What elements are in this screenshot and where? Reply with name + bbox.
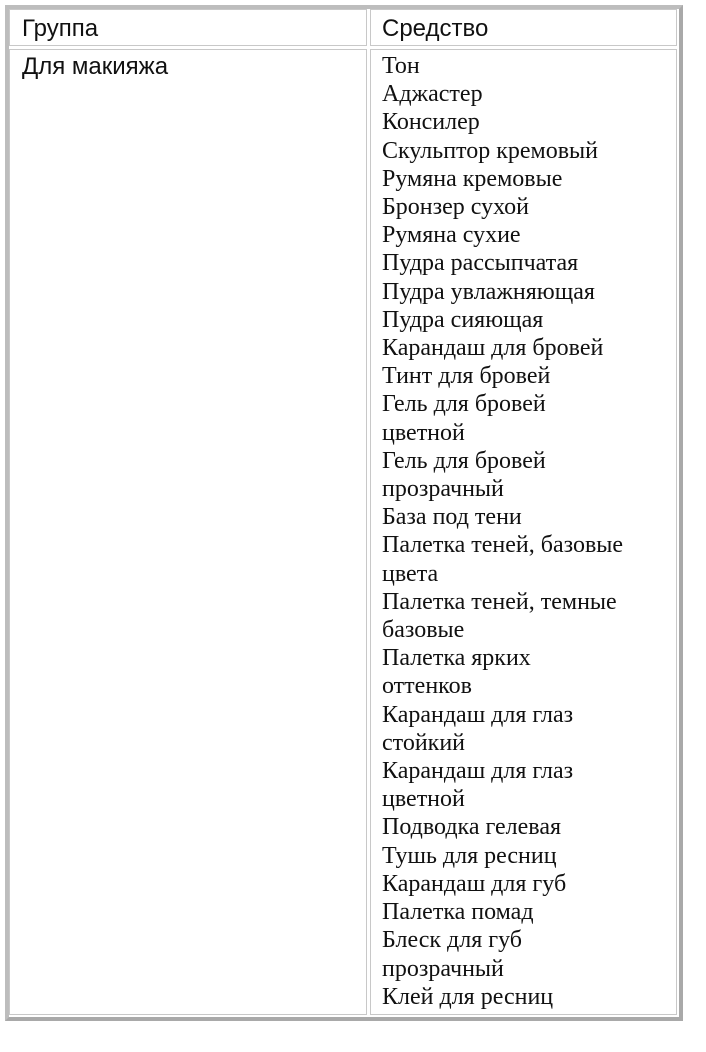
- list-item: Бронзер сухой: [382, 194, 530, 221]
- list-item: Пудра рассыпчатая: [382, 250, 579, 277]
- header-cell-tool: [370, 9, 677, 46]
- list-item: Румяна сухие: [382, 222, 521, 249]
- list-item: Тушь для ресниц: [382, 842, 557, 869]
- list-item: Тинт для бровей: [382, 363, 551, 390]
- list-item: Карандаш для глаз стойкий: [382, 701, 574, 756]
- list-item: Палетка теней, базовые цвета: [382, 532, 624, 587]
- list-item: Аджастер: [382, 81, 483, 108]
- header-group-label: Группа: [22, 15, 99, 42]
- list-item: Подводка гелевая: [382, 814, 562, 841]
- list-item: Карандаш для глаз цветной: [382, 758, 574, 813]
- table-row-group-cell: [9, 49, 367, 1015]
- header-tool-label: Средство: [382, 15, 489, 42]
- list-item: Блеск для губ прозрачный: [382, 927, 522, 982]
- list-item: Карандаш для бровей: [382, 335, 604, 362]
- list-item: Пудра увлажняющая: [382, 278, 595, 305]
- header-cell-group: [9, 9, 367, 46]
- list-item: База под тени: [382, 504, 522, 531]
- list-item: Тон: [382, 53, 420, 79]
- tool-list: [382, 52, 672, 1011]
- list-item: Палетка теней, темные базовые: [382, 588, 617, 644]
- list-item: Палетка ярких оттенков: [382, 645, 531, 700]
- list-item: Пудра сияющая: [382, 306, 544, 333]
- list-item: Консилер: [382, 109, 480, 136]
- list-item: Палетка помад: [382, 899, 534, 926]
- list-item: Гель для бровей прозрачный: [382, 447, 546, 503]
- table-row-items-cell: [370, 49, 677, 1015]
- group-name: Для макияжа: [22, 53, 169, 80]
- list-item: Скульптор кремовый: [382, 137, 599, 164]
- list-item: Гель для бровей цветной: [382, 391, 546, 446]
- list-item: Карандаш для губ: [382, 870, 567, 897]
- list-item: Румяна кремовые: [382, 165, 563, 192]
- list-item: Клей для ресниц: [382, 983, 554, 1010]
